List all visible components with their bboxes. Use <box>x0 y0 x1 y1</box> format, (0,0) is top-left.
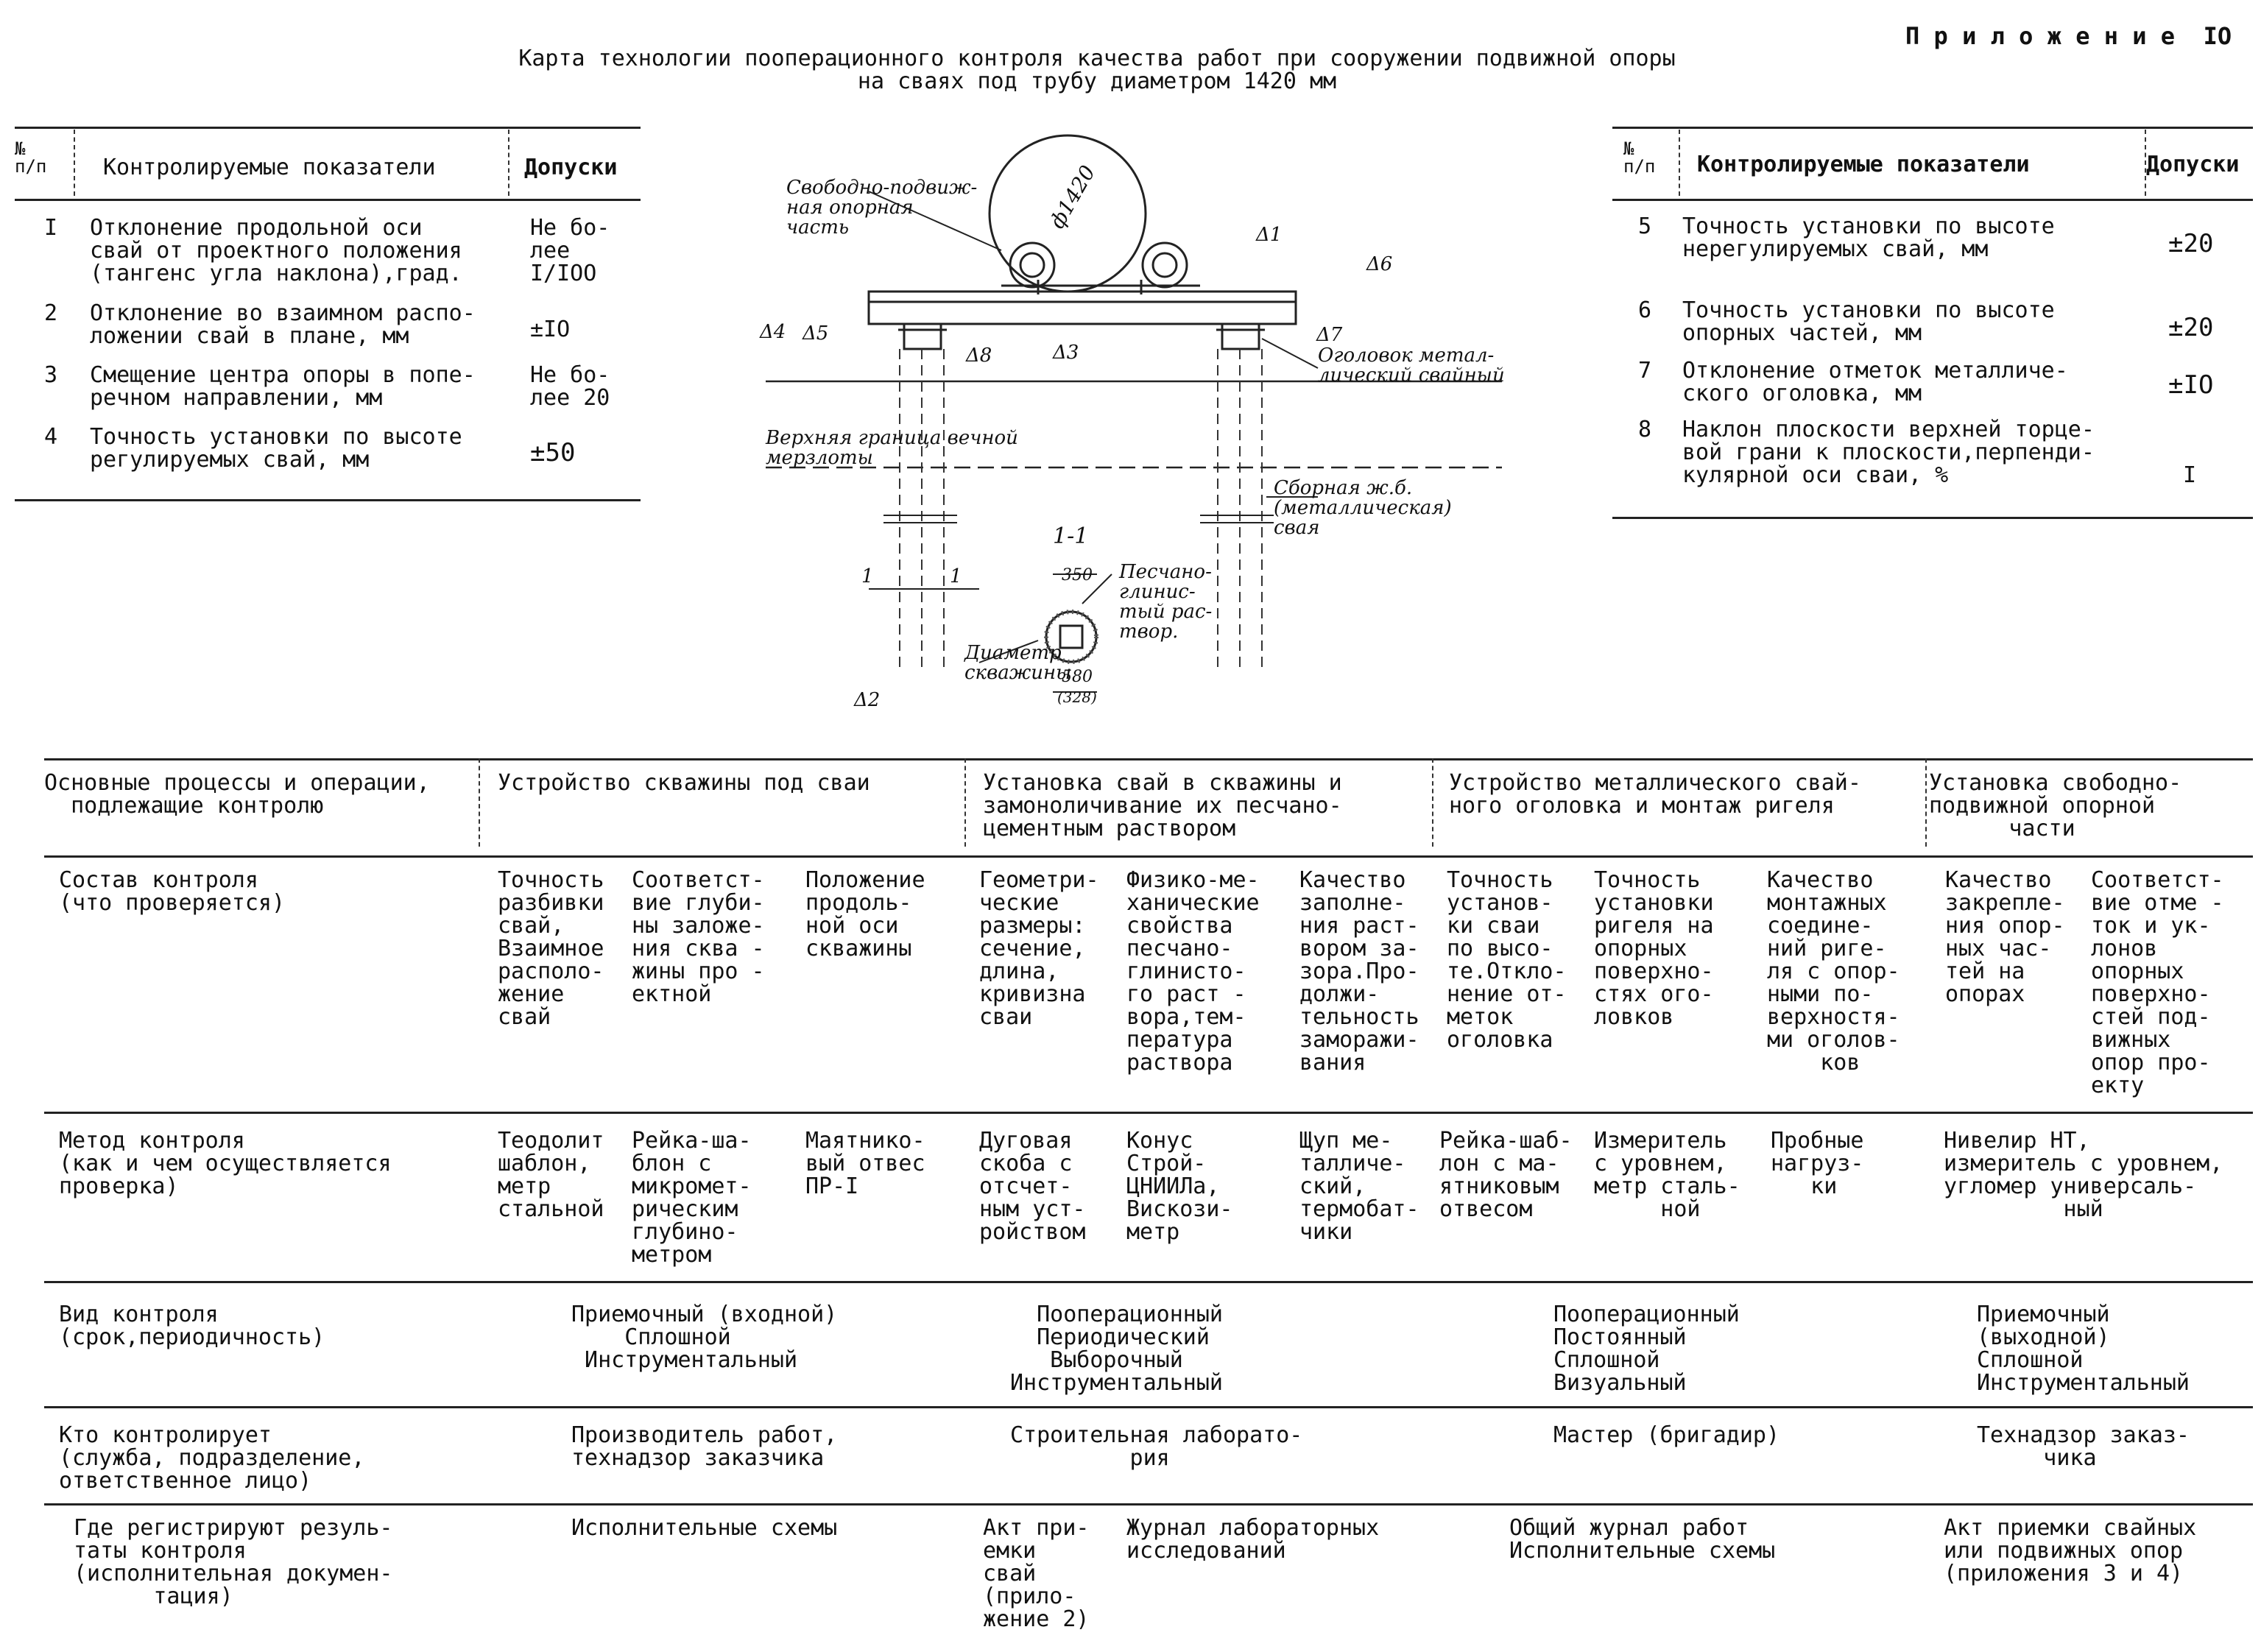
where-label: Где регистрируют резуль- таты контроля (исполнительная докумен- тация) <box>74 1515 393 1609</box>
right-indicators-table <box>1609 125 2257 537</box>
composition-item: Геометри- ческие размеры: сечение, длина, кривизна сваи <box>979 867 1099 1030</box>
composition-item: Соответст- вие отме - ток и ук- лонов опорных поверхно- стей под- вижных опор про- екту <box>2091 867 2224 1098</box>
composition-item: Положение продоль- ной оси скважины <box>805 867 925 961</box>
row-indicator: Отклонение продольной оси свай от проектного положения (тангенс угла наклона),град. <box>90 215 462 286</box>
row-num: 7 <box>1638 358 1652 384</box>
kind-item: Пооперационный Постоянный Сплошной Визуальный <box>1553 1302 1740 1396</box>
where-item: Журнал лабораторных исследований <box>1126 1515 1380 1564</box>
process-table <box>0 758 2261 1652</box>
col-indicator-header: Контролируемые показатели <box>103 155 436 180</box>
row-tolerance: ±IO <box>2168 370 2214 400</box>
section-mark-right: 1 <box>950 565 962 587</box>
section-mark-left: 1 <box>861 565 874 587</box>
row-indicator: Смещение центра опоры в попе- речном направлении, мм <box>90 362 476 411</box>
free-part-label: Свободно-подвиж- ная опорная часть <box>786 177 978 239</box>
method-label: Метод контроля (как и чем осуществляется проверка) <box>59 1128 392 1199</box>
left-indicators-table <box>0 125 648 412</box>
method-item: Нивелир НТ, измеритель с уровнем, угломер универсаль- ный <box>1944 1128 2223 1222</box>
row-tolerance: Не бо- лее I/IOO <box>530 215 610 286</box>
support-drawing <box>758 125 1539 729</box>
col-indicator-header: Контролируемые показатели <box>1697 152 2030 177</box>
who-item: Строительная лаборато- рия <box>1010 1422 1303 1471</box>
row-num: 6 <box>1638 297 1652 323</box>
where-item: Акт при- емки свай (прило- жение 2) <box>983 1515 1090 1632</box>
where-item: Акт приемки свайных или подвижных опор (приложения 3 и 4) <box>1944 1515 2197 1586</box>
document-title: Карта технологии пооперационного контроля качества работ при сооружении подвижной опоры <box>518 46 1676 71</box>
stage-pile-installation: Установка свай в скважины и замоноличивание их песчано- цементным раствором <box>983 770 1342 841</box>
kind-item: Приемочный (входной) Сплошной Инструментальный <box>571 1302 838 1373</box>
method-item: Измеритель с уровнем, метр сталь- ной <box>1594 1128 1740 1222</box>
method-item: Дуговая скоба с отсчет- ным уст- ройством <box>979 1128 1086 1245</box>
delta-4: Δ4 <box>760 321 786 343</box>
permafrost-label: Верхняя граница вечной мерзлоты <box>766 427 1018 469</box>
pile-label: Сборная ж.б. (металлическая) свая <box>1274 477 1452 539</box>
cap-label: Оголовок метал- лический свайный <box>1318 345 1505 386</box>
where-item: Исполнительные схемы <box>571 1515 838 1541</box>
composition-item: Качество закрепле- ния опор- ных час- тей на опорах <box>1945 867 2065 1007</box>
composition-item: Физико-ме- ханические свойства песчано- глинисто- го раст - вора,тем- пература раствора <box>1126 867 1260 1076</box>
pipe-diameter-label: ф1420 <box>1045 160 1101 233</box>
composition-item: Точность установ- ки сваи по высо- те.Откло- нение от- меток оголовка <box>1447 867 1567 1053</box>
appendix-label: П р и л о ж е н и е IO <box>1905 22 2232 50</box>
method-item: Маятнико- вый отвес ПР-I <box>805 1128 925 1199</box>
method-item: Пробные нагруз- ки <box>1771 1128 1864 1199</box>
col-num-header: № п/п <box>15 138 47 177</box>
kind-item: Приемочный (выходной) Сплошной Инструментальный <box>1977 1302 2190 1396</box>
row-indicator: Точность установки по высоте нерегулируемых свай, мм <box>1682 213 2055 262</box>
who-item: Технадзор заказ- чика <box>1977 1422 2190 1471</box>
row-tolerance: ±IO <box>530 317 571 342</box>
who-label: Кто контролирует (служба, подразделение, ответственное лицо) <box>59 1422 365 1494</box>
delta-2: Δ2 <box>854 689 881 711</box>
method-item: Щуп ме- талличе- ский, термобат- чики <box>1299 1128 1419 1245</box>
who-item: Производитель работ, технадзор заказчика <box>571 1422 838 1471</box>
method-item: Рейка-ша- блон с микромет- рическим глубино- метром <box>632 1128 752 1268</box>
row-num: 3 <box>44 362 58 388</box>
who-item: Мастер (бригадир) <box>1553 1422 1780 1448</box>
stage-boreholes: Устройство скважины под сваи <box>498 770 870 796</box>
sand-clay-label: Песчано- глинис- тый рас- твор. <box>1119 561 1213 643</box>
row-num: 4 <box>44 424 58 450</box>
row-num: 5 <box>1638 213 1652 239</box>
delta-5: Δ5 <box>803 322 829 345</box>
kind-item: Пооперационный Периодический Выборочный Инструментальный <box>1010 1302 1223 1396</box>
delta-6: Δ6 <box>1366 253 1393 275</box>
row-tolerance: ±20 <box>2168 313 2214 342</box>
row-tolerance: I <box>2183 462 2197 488</box>
dim-350: 350 <box>1062 566 1093 585</box>
method-item: Теодолит шаблон, метр стальной <box>498 1128 604 1222</box>
method-item: Рейка-шаб- лон с ма- ятниковым отвесом <box>1439 1128 1573 1222</box>
row-indicator: Точность установки по высоте регулируемых свай, мм <box>90 424 462 473</box>
col-tolerance-header: Допуски <box>2146 152 2240 177</box>
composition-item: Качество заполне- ния раст- вором за- зора.Про- должи- тельность заморажи- вания <box>1299 867 1419 1076</box>
delta-3: Δ3 <box>1053 342 1079 364</box>
composition-item: Точность разбивки свай, Взаимное располо- жение свай <box>498 867 604 1030</box>
delta-7: Δ7 <box>1316 324 1343 346</box>
kind-label: Вид контроля (срок,периодичность) <box>59 1302 325 1350</box>
row-tolerance: ±20 <box>2168 229 2214 258</box>
stage-pile-cap: Устройство металлического свай- ного оголовка и монтаж ригеля <box>1449 770 1861 819</box>
row-indicator: Точность установки по высоте опорных частей, мм <box>1682 297 2055 346</box>
row-indicator: Наклон плоскости верхней торце- вой грани к плоскости,перпенди- кулярной оси сваи, % <box>1682 417 2095 488</box>
document-subtitle: на сваях под трубу диаметром 1420 мм <box>857 68 1337 94</box>
where-item: Общий журнал работ Исполнительные схемы <box>1509 1515 1776 1564</box>
method-item: Конус Строй- ЦНИИЛа, Вискози- метр <box>1126 1128 1233 1245</box>
composition-item: Качество монтажных соедине- ний риге- ля с опор- ными по- верхностя- ми оголов- ков <box>1767 867 1900 1076</box>
row-indicator: Отклонение отметок металличе- ского оголовка, мм <box>1682 358 2068 406</box>
dim-580: 580 <box>1062 668 1093 686</box>
row-num: 2 <box>44 300 58 326</box>
row-num: 8 <box>1638 417 1652 442</box>
col-tolerance-header: Допуски <box>524 155 618 180</box>
composition-item: Соответст- вие глуби- ны заложе- ния сква - жины про - ектной <box>632 867 765 1007</box>
delta-1: Δ1 <box>1256 224 1283 246</box>
row-indicator: Отклонение во взаимном распо- ложении свай в плане, мм <box>90 300 476 349</box>
stage-support-part: Установка свободно- подвижной опорной части <box>1929 770 2182 841</box>
composition-item: Точность установки ригеля на опорных поверхно- стях ого- ловков <box>1594 867 1714 1030</box>
delta-8: Δ8 <box>966 345 992 367</box>
composition-label: Состав контроля (что проверяется) <box>59 867 286 916</box>
row-num: I <box>44 215 58 241</box>
hole-diameter-label: Диаметр скважины <box>964 642 1072 684</box>
row-tolerance: Не бо- лее 20 <box>530 362 610 411</box>
col-num-header: № п/п <box>1623 138 1656 177</box>
process-head-label: Основные процессы и операции, подлежащие контролю <box>44 770 430 819</box>
dim-328: (328) <box>1057 688 1097 706</box>
row-tolerance: ±50 <box>530 438 576 467</box>
section-label: 1-1 <box>1053 523 1089 549</box>
